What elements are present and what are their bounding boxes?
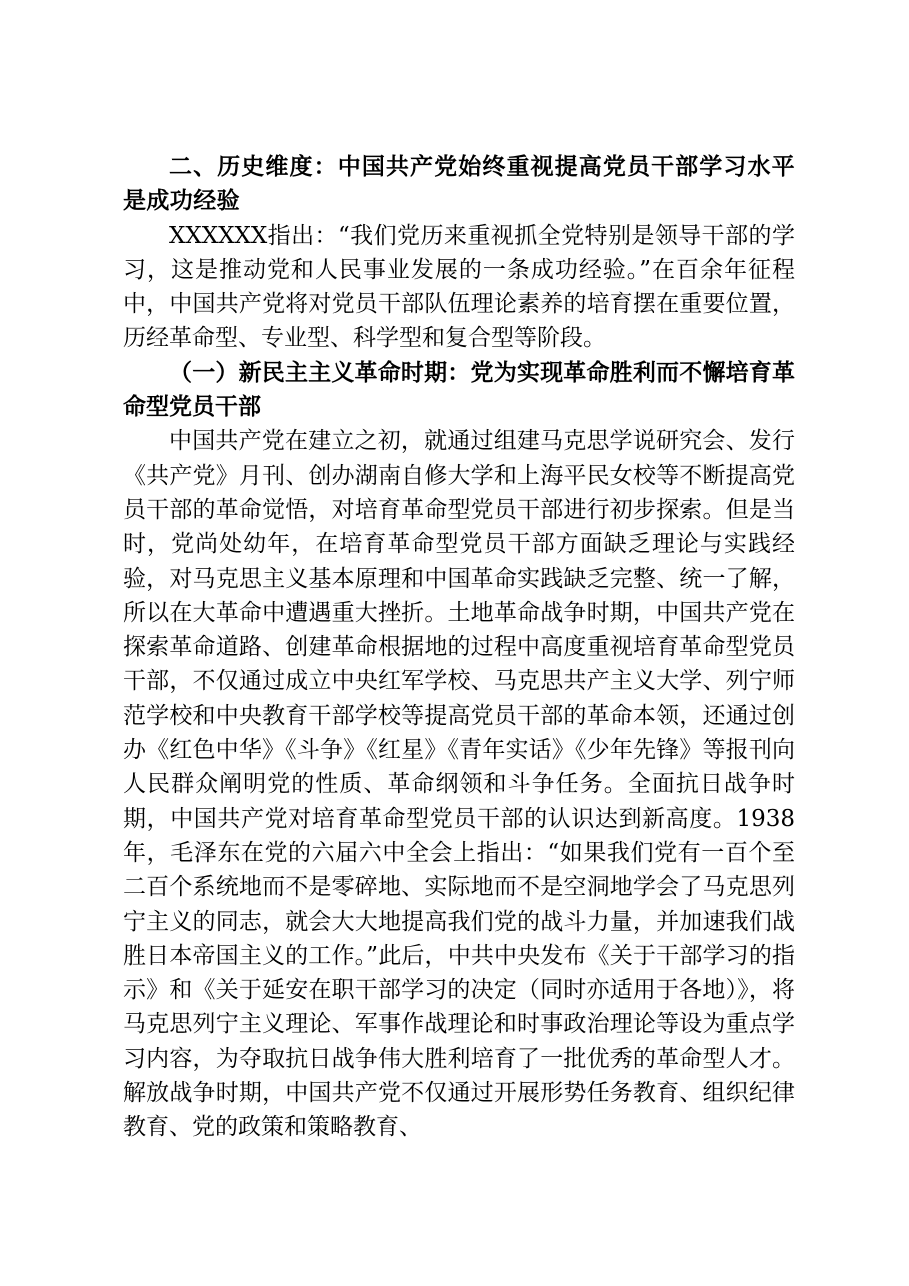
body-paragraph: 中国共产党在建立之初，就通过组建马克思学说研究会、发行《共产党》月刊、创办湖南自修大学和上海平民女校等不断提高党员干部的革命觉悟，对培育革命型党员干部进行初步探索。但是当时，党尚处幼年，在培育革命型党员干部方面缺乏理论与实践经验，对马克思主义基本原理和中国革命实践缺乏完整、统一了解，所以在大革命中遭遇重大挫折。土地革命战争时期，中国共产党在探索革命道路、创建革命根据地的过程中高度重视培育革命型党员干部，不仅通过成立中央红军学校、马克思共产主义大学、列宁师范学校和中央教育干部学校等提高党员干部的革命本领，还通过创办《红色中华》《斗争》《红星》《青年实话》《少年先锋》等报刊向人民群众阐明党的性质、革命纲领和斗争任务。全面抗日战争时期，中国共产党对培育革命型党员干部的认识达到新高度。1938年，毛泽东在党的六届六中全会上指出：“如果我们党有一百个至二百个系统地而不是零碎地、实际地而不是空洞地学会了马克思列宁主义的同志，就会大大地提高我们党的战斗力量，并加速我们战胜日本帝国主义的工作。”此后，中共中央发布《关于干部学习的指示》和《关于延安在职干部学习的决定（同时亦适用于各地）》，将马克思列宁主义理论、军事作战理论和时事政治理论等设为重点学习内容，为夺取抗日战争伟大胜利培育了一批优秀的革命型人才。解放战争时期，中国共产党不仅通过开展形势任务教育、组织纪律教育、党的政策和策略教育、: [123, 428, 795, 1141]
subsection-heading: （一）新民主主义革命时期：党为实现革命胜利而不懈培育革命型党员干部: [123, 358, 795, 421]
intro-paragraph: XXXXXX指出：“我们党历来重视抓全党特别是领导干部的学习，这是推动党和人民事业发展的一条成功经验。”在百余年征程中，中国共产党将对党员干部队伍理论素养的培育摆在重要位置，历经革命型、专业型、科学型和复合型等阶段。: [123, 222, 795, 352]
document-body: [123, 150, 795, 1145]
section-heading: 二、历史维度：中国共产党始终重视提高党员干部学习水平是成功经验: [123, 154, 795, 215]
